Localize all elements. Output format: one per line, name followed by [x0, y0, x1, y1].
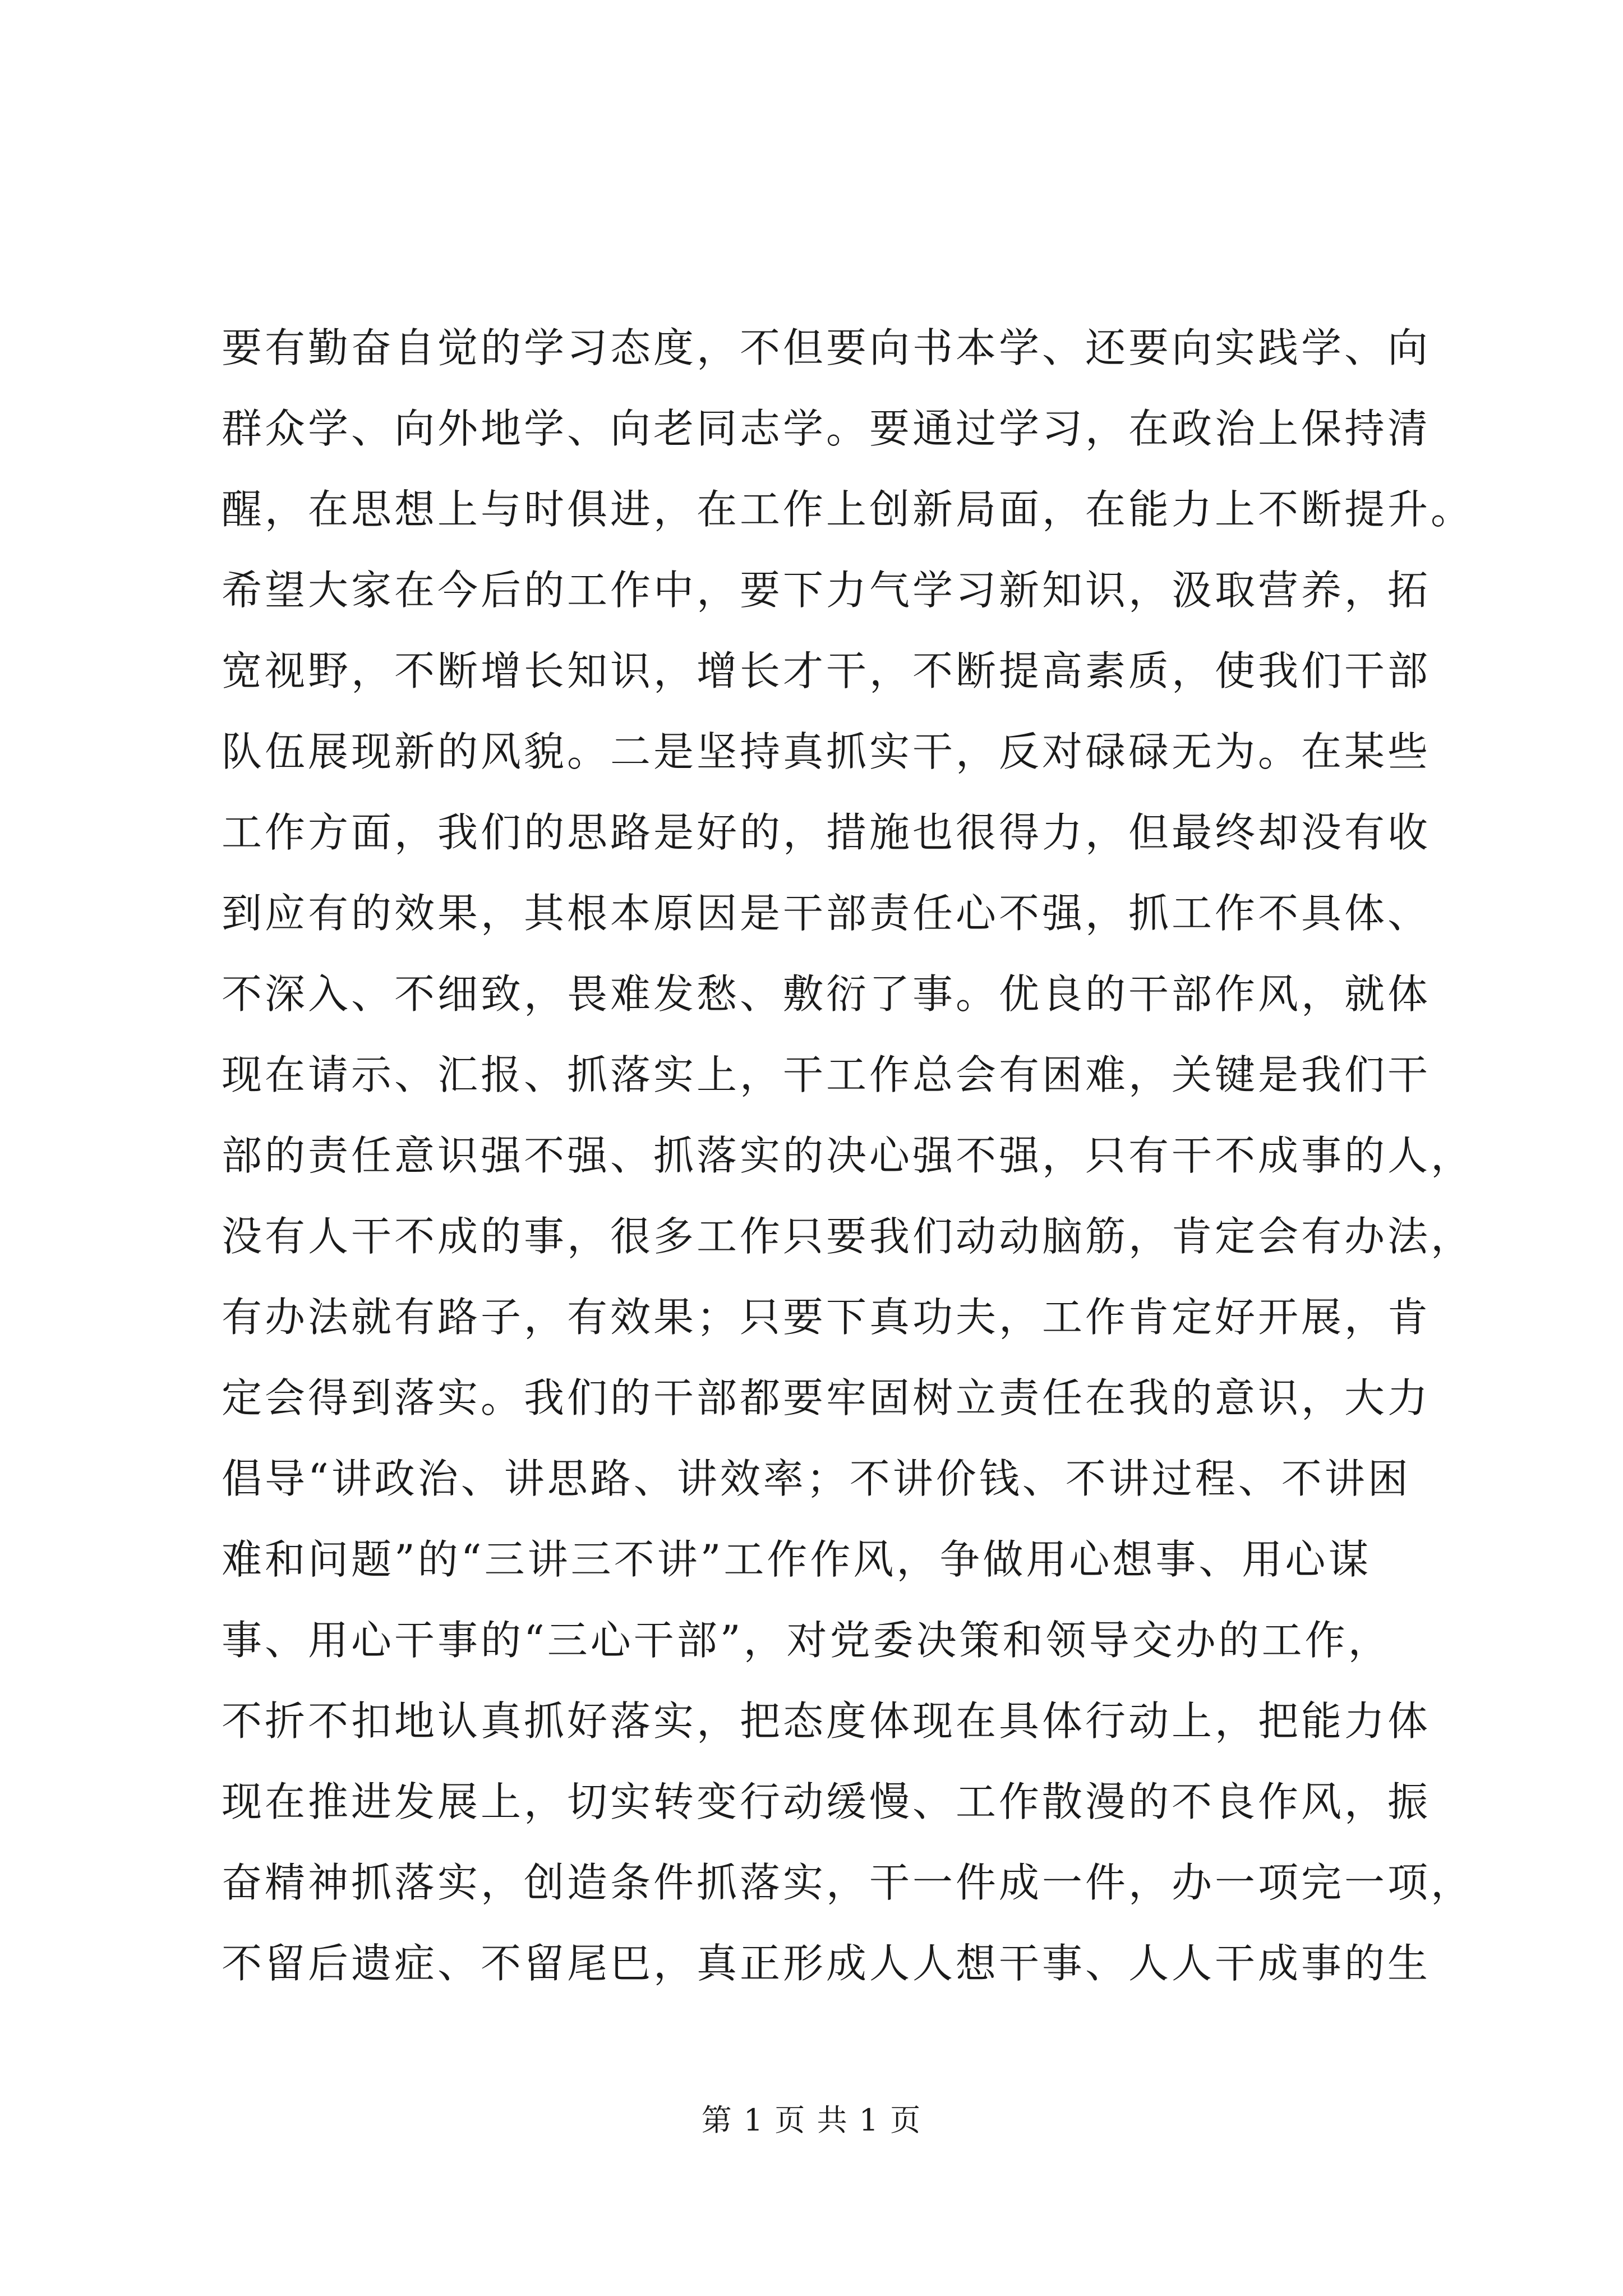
text-line: 工作方面，我们的思路是好的，措施也很得力，但最终却没有收	[222, 809, 1431, 856]
text-line: 有办法就有路子，有效果；只要下真功夫，工作肯定好开展，肯	[222, 1294, 1431, 1341]
page-number-footer: 第 1 页 共 1 页	[701, 2102, 922, 2138]
text-line: 不留后遗症、不留尾巴，真正形成人人想干事、人人干成事的生	[222, 1940, 1431, 1987]
text-line: 定会得到落实。我们的干部都要牢固树立责任在我的意识，大力	[222, 1374, 1431, 1421]
text-line: 难和问题”的“三讲三不讲”工作作风，争做用心想事、用心谋	[222, 1536, 1372, 1583]
text-line: 部的责任意识强不强、抓落实的决心强不强，只有干不成事的人，	[222, 1132, 1474, 1179]
text-line: 奋精神抓落实，创造条件抓落实，干一件成一件，办一项完一项，	[222, 1859, 1474, 1906]
text-line: 到应有的效果，其根本原因是干部责任心不强，抓工作不具体、	[222, 890, 1431, 937]
text-line: 现在请示、汇报、抓落实上，干工作总会有困难，关键是我们干	[222, 1051, 1431, 1098]
text-line: 队伍展现新的风貌。二是坚持真抓实干，反对碌碌无为。在某些	[222, 728, 1431, 775]
body-text	[222, 307, 1474, 2004]
text-line: 要有勤奋自觉的学习态度，不但要向书本学、还要向实践学、向	[222, 324, 1431, 371]
text-line: 倡导“讲政治、讲思路、讲效率；不讲价钱、不讲过程、不讲困	[222, 1455, 1411, 1502]
text-line: 宽视野，不断增长知识，增长才干，不断提高素质，使我们干部	[222, 647, 1431, 694]
text-line: 不折不扣地认真抓好落实，把态度体现在具体行动上，把能力体	[222, 1697, 1431, 1745]
text-line: 醒，在思想上与时俱进，在工作上创新局面，在能力上不断提升。	[222, 486, 1474, 533]
text-line: 没有人干不成的事，很多工作只要我们动动脑筋，肯定会有办法，	[222, 1213, 1474, 1260]
text-line: 希望大家在今后的工作中，要下力气学习新知识，汲取营养，拓	[222, 567, 1431, 614]
text-line: 事、用心干事的“三心干部”，对党委决策和领导交办的工作，	[222, 1617, 1391, 1664]
text-line: 不深入、不细致，畏难发愁、敷衍了事。优良的干部作风，就体	[222, 970, 1431, 1018]
text-line: 现在推进发展上，切实转变行动缓慢、工作散漫的不良作风，振	[222, 1778, 1431, 1825]
text-line: 群众学、向外地学、向老同志学。要通过学习，在政治上保持清	[222, 405, 1431, 452]
